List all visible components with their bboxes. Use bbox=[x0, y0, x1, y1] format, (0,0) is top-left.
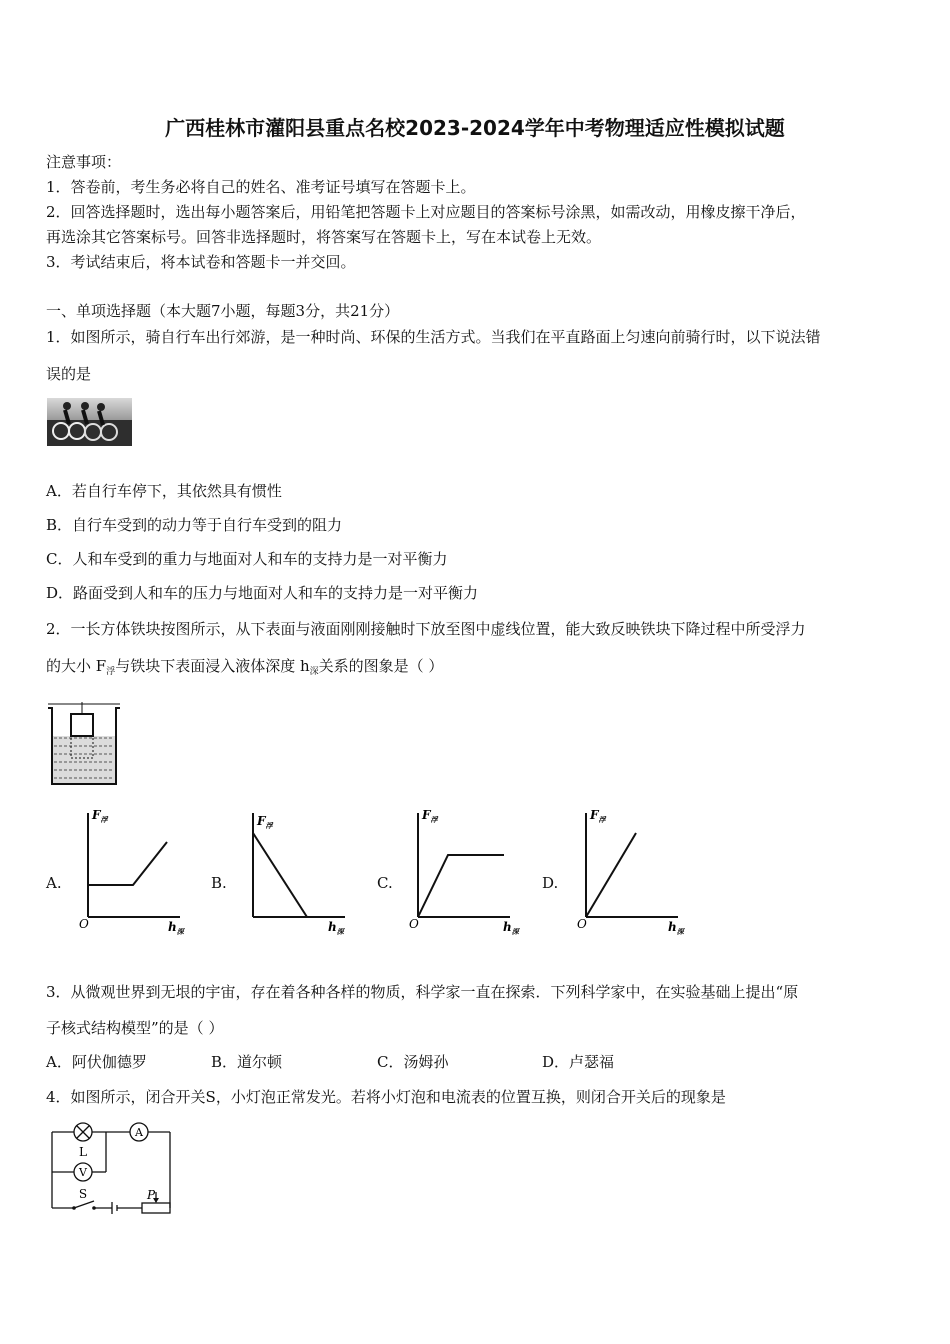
axis-x-label: $h_深$ bbox=[328, 920, 344, 936]
axis-x-subscript: 深 bbox=[511, 927, 519, 936]
axis-y-subscript: 浮 bbox=[430, 815, 438, 824]
axis-y-label: $F_浮$ bbox=[92, 808, 108, 824]
notice-heading: 注意事项： bbox=[46, 153, 122, 171]
graph-d-label: D. bbox=[542, 874, 559, 892]
axis-x-label: $h_深$ bbox=[503, 920, 519, 936]
q1-option-c: C．人和车受到的重力与地面对人和车的支持力是一对平衡力 bbox=[46, 550, 448, 568]
axis-y-label: $F_浮$ bbox=[422, 808, 438, 824]
axis-y-subscript: 浮 bbox=[265, 821, 273, 830]
axis-y-label: $F_浮$ bbox=[590, 808, 606, 824]
origin-label: O bbox=[577, 917, 587, 931]
graph-b-label: B. bbox=[211, 874, 227, 892]
notice-item: 1．答卷前，考生务必将自己的姓名、准考证号填写在答题卡上。 bbox=[46, 178, 476, 196]
axis-y-subscript: 浮 bbox=[100, 815, 108, 824]
q1-option-b: B．自行车受到的动力等于自行车受到的阻力 bbox=[46, 516, 343, 534]
q3-stem: 子核式结构模型”的是（ ） bbox=[46, 1019, 224, 1037]
ammeter-label: A bbox=[135, 1126, 143, 1139]
notice-item: 再选涂其它答案标号。回答非选择题时，将答案写在答题卡上，写在本试卷上无效。 bbox=[46, 228, 602, 246]
graph-b bbox=[235, 805, 355, 935]
q3-option-c: C．汤姆孙 bbox=[377, 1053, 449, 1071]
axis-y-subscript: 浮 bbox=[598, 815, 606, 824]
cycling-photo bbox=[47, 398, 132, 446]
axis-x-label: $h_深$ bbox=[168, 920, 184, 936]
graph-a bbox=[70, 805, 190, 935]
q3-option-d: D．卢瑟福 bbox=[542, 1053, 615, 1071]
origin-label: O bbox=[409, 917, 419, 931]
axis-y-label: $F_浮$ bbox=[257, 814, 273, 830]
graph-a-label: A. bbox=[46, 874, 62, 892]
lamp-label: L bbox=[79, 1145, 87, 1159]
page-title: 广西桂林市灌阳县重点名校2023-2024学年中考物理适应性模拟试题 bbox=[165, 116, 785, 140]
notice-item: 3．考试结束后，将本试卷和答题卡一并交回。 bbox=[46, 253, 356, 271]
q3-stem: 3．从微观世界到无垠的宇宙，存在着各种各样的物质，科学家一直在探索．下列科学家中，在实验基础上提出“原 bbox=[46, 983, 799, 1001]
axis-x-subscript: 深 bbox=[176, 927, 184, 936]
graph-c bbox=[400, 805, 520, 935]
q3-option-a: A．阿伏伽德罗 bbox=[46, 1053, 147, 1071]
axis-x-subscript: 深 bbox=[336, 927, 344, 936]
q4-stem: 4．如图所示，闭合开关S，小灯泡正常发光。若将小灯泡和电流表的位置互换，则闭合开关后的现象是 bbox=[46, 1088, 726, 1106]
origin-label: O bbox=[79, 917, 89, 931]
q1-stem: 误的是 bbox=[46, 365, 92, 383]
notice-item: 2．回答选择题时，选出每小题答案后，用铅笔把答题卡上对应题目的答案标号涂黑，如需改动，用橡皮擦干净后， bbox=[46, 203, 806, 221]
graph-d bbox=[568, 805, 688, 935]
beaker-diagram bbox=[46, 702, 120, 786]
axis-x-subscript: 深 bbox=[676, 927, 684, 936]
graph-c-label: C. bbox=[377, 874, 393, 892]
section-heading: 一、单项选择题（本大题7小题，每题3分，共21分） bbox=[46, 302, 400, 320]
circuit-diagram bbox=[46, 1118, 176, 1216]
q1-option-a: A．若自行车停下，其依然具有惯性 bbox=[46, 482, 282, 500]
q3-option-b: B．道尔顿 bbox=[211, 1053, 283, 1071]
q1-option-d: D．路面受到人和车的压力与地面对人和车的支持力是一对平衡力 bbox=[46, 584, 479, 602]
q2-stem: 的大小 $F_浮$与铁块下表面浸入液体深度 $h_深$关系的图象是（ ） bbox=[46, 657, 444, 677]
q2-stem: 2．一长方体铁块按图所示，从下表面与液面刚刚接触时下放至图中虚线位置，能大致反映铁块下降过程中所受浮力 bbox=[46, 620, 806, 638]
q1-stem: 1．如图所示，骑自行车出行郊游，是一种时尚、环保的生活方式。当我们在平直路面上匀速向前骑行时，以下说法错 bbox=[46, 328, 821, 346]
axis-x-label: $h_深$ bbox=[668, 920, 684, 936]
switch-label: S bbox=[78, 1187, 88, 1201]
cyclists-illustration bbox=[47, 398, 132, 446]
slider-label: P bbox=[147, 1188, 156, 1202]
voltmeter-label: V bbox=[79, 1166, 87, 1179]
